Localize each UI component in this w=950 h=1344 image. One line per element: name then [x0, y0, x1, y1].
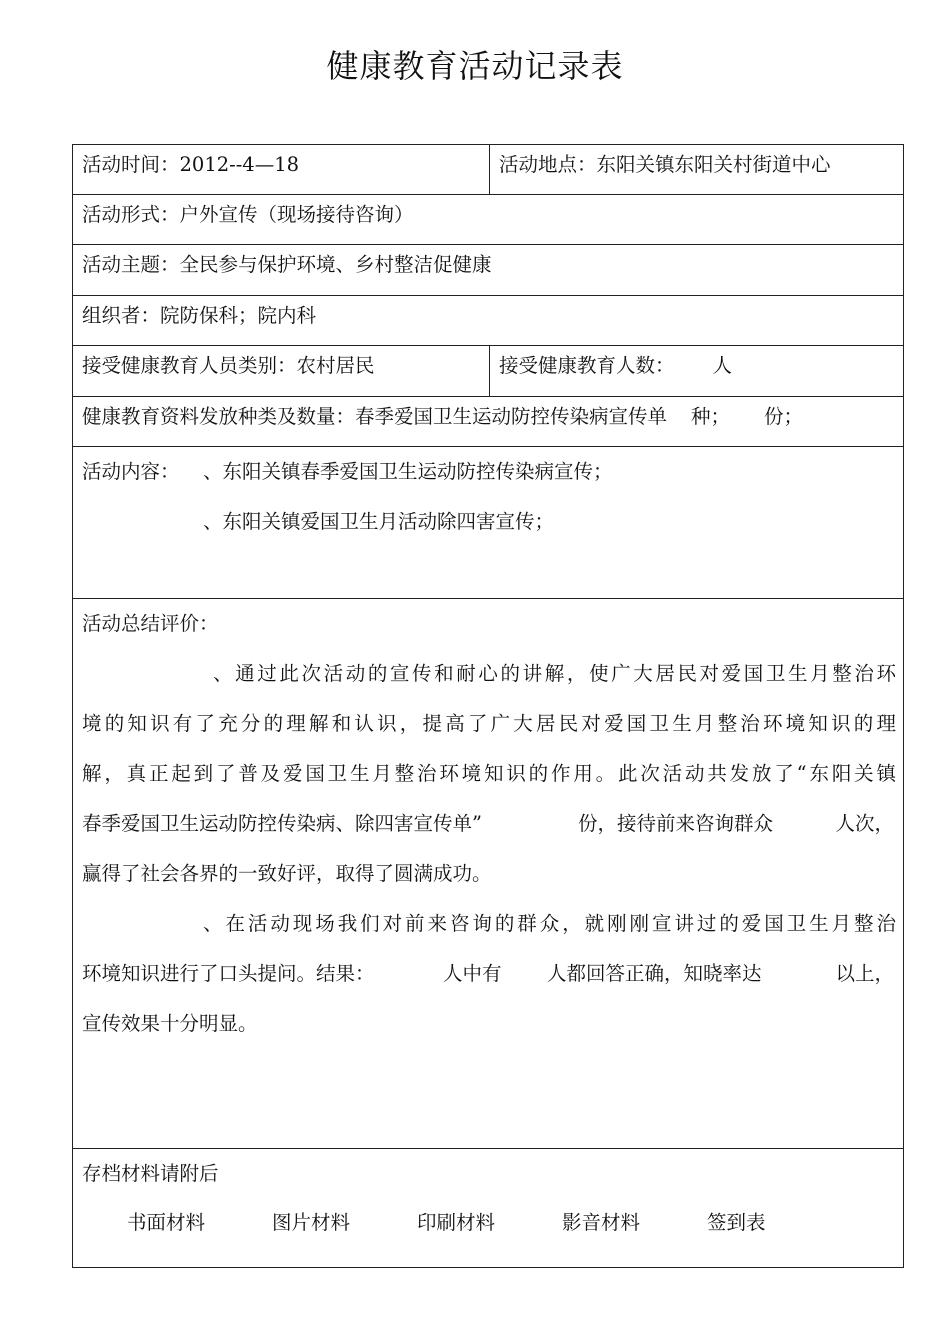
audience-count-field [490, 346, 905, 396]
summary-line: 人中有 [443, 962, 502, 985]
record-form [72, 144, 904, 1268]
archive-item-pictures: 图片材料 [272, 1211, 351, 1234]
summary-line: 、在活动现场我们对前来咨询的群众，就刚刚宣讲过的爱国卫生月整治 [203, 912, 896, 935]
summary-line: 以上， [835, 962, 894, 985]
summary-line: 境的知识有了充分的理解和认识，提高了广大居民对爱国卫生月整治环境知识的理 [82, 712, 896, 735]
activity-theme-field: 活动主题：全民参与保护环境、乡村整洁促健康 [82, 253, 492, 276]
materials-kinds-unit: 种； [691, 405, 731, 428]
row-time-location [73, 145, 903, 195]
row-activity-summary [73, 599, 903, 1149]
audience-count-label: 接受健康教育人数： [499, 354, 675, 377]
summary-line: 宣传效果十分明显。 [82, 1012, 258, 1035]
materials-copies-unit: 份； [764, 405, 804, 428]
summary-line: 份，接待前来咨询群众 [578, 812, 774, 835]
summary-line: 赢得了社会各界的一致好评，取得了圆满成功。 [82, 862, 492, 885]
page-title: 健康教育活动记录表 [326, 47, 624, 85]
content-label: 活动内容： [82, 460, 180, 483]
row-activity-theme [73, 245, 903, 296]
row-activity-content [73, 447, 903, 599]
summary-line: 解，真正起到了普及爱国卫生月整治环境知识的作用。此次活动共发放了“东阳关镇 [82, 762, 896, 785]
archive-item-printed: 印刷材料 [417, 1211, 496, 1234]
activity-form-field: 活动形式：户外宣传（现场接待咨询） [82, 203, 414, 226]
summary-line: 环境知识进行了口头提问。结果： [82, 962, 375, 985]
materials-distributed-field [73, 397, 903, 446]
summary-line: 人次， [835, 812, 894, 835]
row-materials-distributed [73, 397, 903, 447]
summary-line: 、通过此次活动的宣传和耐心的讲解，使广大居民对爱国卫生月整治环 [213, 662, 896, 685]
audience-type-field: 接受健康教育人员类别：农村居民 [73, 346, 490, 396]
archive-item-audiovisual: 影音材料 [562, 1211, 641, 1234]
archive-label: 存档材料请附后 [82, 1162, 219, 1185]
archive-item-signin-sheet: 签到表 [707, 1211, 766, 1234]
row-audience [73, 346, 903, 397]
archive-item-written: 书面材料 [127, 1211, 206, 1234]
row-organizer [73, 296, 903, 346]
row-archive-materials [73, 1149, 903, 1269]
activity-location-field: 活动地点：东阳关镇东阳关村街道中心 [499, 153, 831, 176]
summary-line: 人都回答正确，知晓率达 [547, 962, 762, 985]
materials-label: 健康教育资料发放种类及数量：春季爱国卫生运动防控传染病宣传单 [82, 405, 668, 428]
summary-line: 春季爱国卫生运动防控传染病、除四害宣传单” [82, 812, 482, 835]
row-activity-form [73, 195, 903, 245]
organizer-field: 组织者：院防保科；院内科 [82, 304, 317, 327]
audience-count-unit: 人 [712, 354, 733, 377]
summary-label: 活动总结评价： [82, 612, 219, 635]
content-item: 、东阳关镇春季爱国卫生运动防控传染病宣传； [203, 460, 613, 483]
activity-time-field: 活动时间：2012--4—18 [73, 145, 490, 194]
content-item: 、东阳关镇爱国卫生月活动除四害宣传； [203, 510, 555, 533]
